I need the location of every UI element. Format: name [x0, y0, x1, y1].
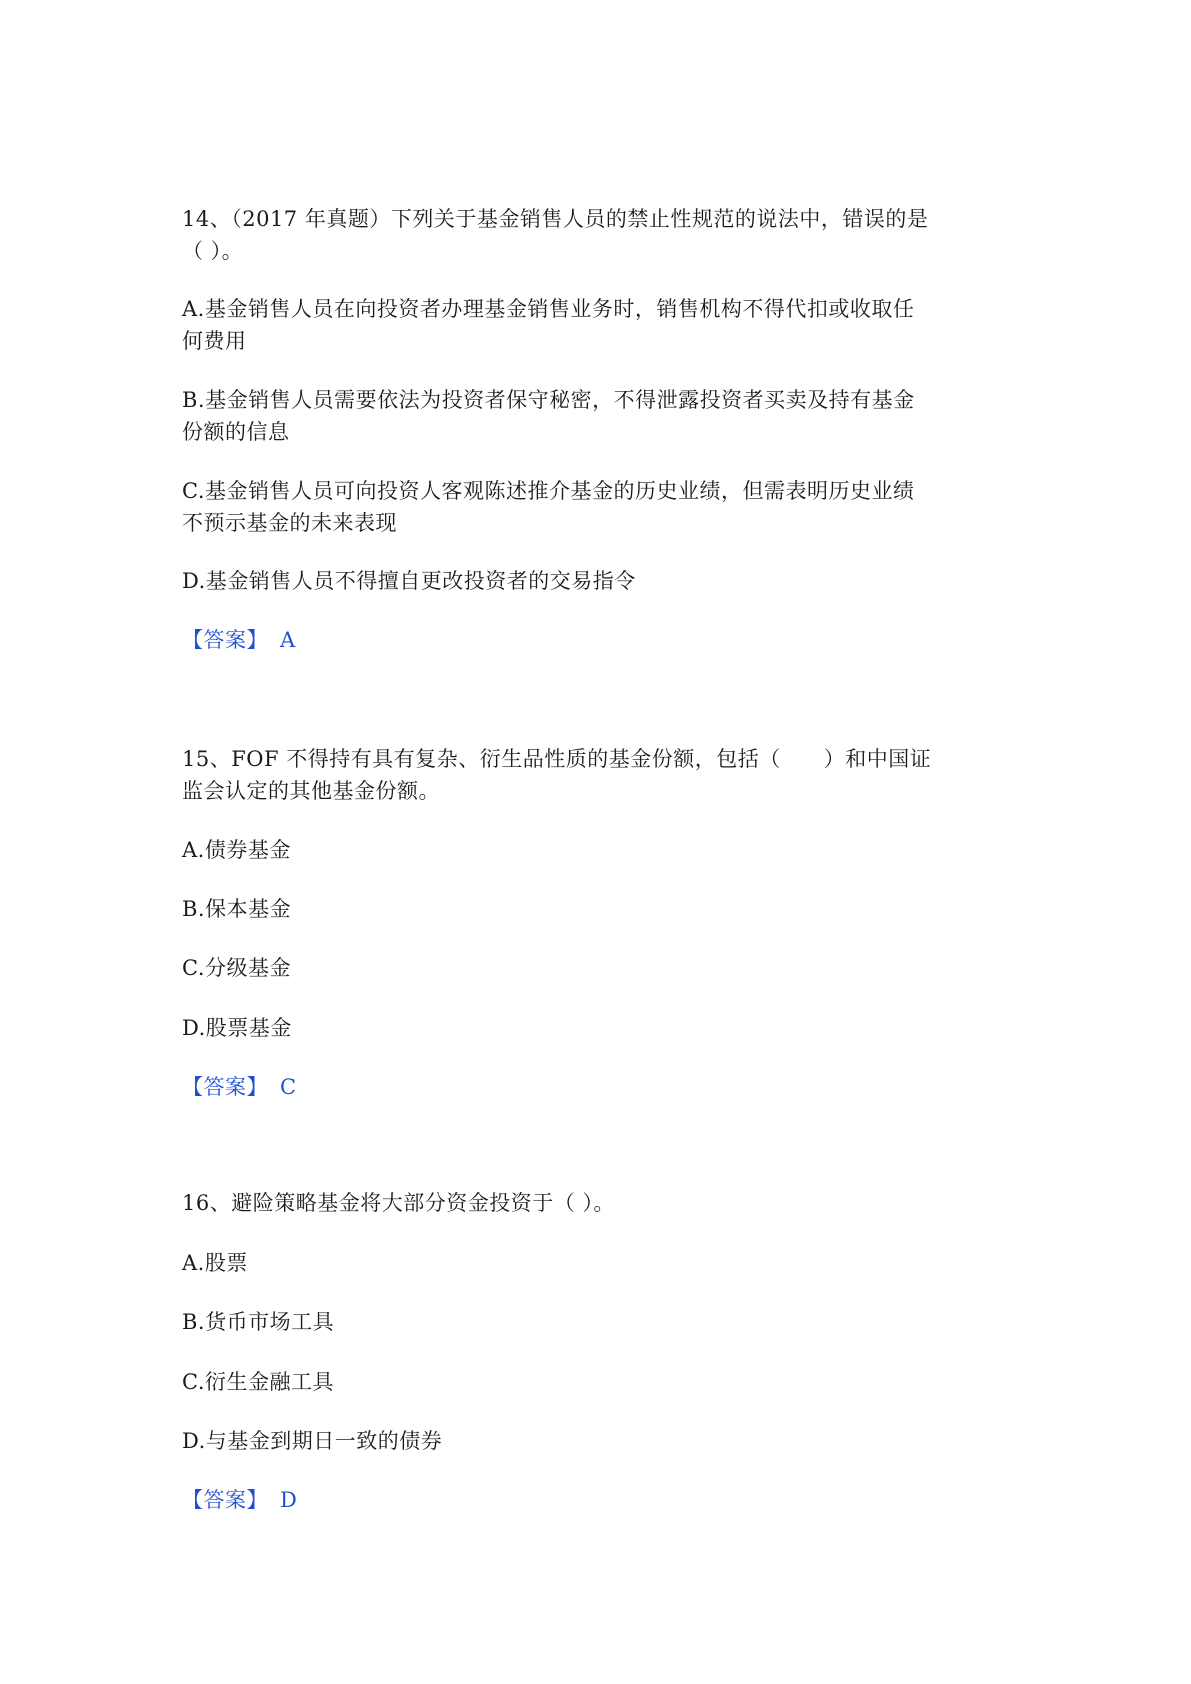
answer-value: D [280, 1488, 298, 1512]
option-c-line: 不预示基金的未来表现 [182, 511, 397, 535]
option-a-line: A.股票 [182, 1251, 248, 1275]
option-c-line: C.衍生金融工具 [182, 1370, 334, 1394]
answer-line [182, 624, 296, 656]
option-b-line: B.基金销售人员需要依法为投资者保守秘密，不得泄露投资者买卖及持有基金 [182, 388, 915, 412]
answer-label: 【答案】 [182, 628, 268, 652]
option-b-line: B.货币市场工具 [182, 1310, 335, 1334]
answer-value: A [280, 628, 296, 652]
option-a-line: A.债券基金 [182, 838, 291, 862]
option-d-line: D.股票基金 [182, 1016, 292, 1040]
question-stem-line: 14、（2017 年真题）下列关于基金销售人员的禁止性规范的说法中，错误的是 [182, 207, 929, 231]
option-b-line: B.保本基金 [182, 897, 292, 921]
option-b-line: 份额的信息 [182, 420, 290, 444]
question-stem-line: 15、FOF 不得持有具有复杂、衍生品性质的基金份额，包括（ ）和中国证 [182, 747, 932, 771]
question-stem-line: 16、避险策略基金将大部分资金投资于（ ）。 [182, 1191, 615, 1215]
option-c-line: C.基金销售人员可向投资人客观陈述推介基金的历史业绩，但需表明历史业绩 [182, 479, 915, 503]
answer-label: 【答案】 [182, 1075, 268, 1099]
answer-label: 【答案】 [182, 1488, 268, 1512]
option-d-line: D.与基金到期日一致的债券 [182, 1429, 443, 1453]
option-a-line: A.基金销售人员在向投资者办理基金销售业务时，销售机构不得代扣或收取任 [182, 297, 915, 321]
option-d-line: D.基金销售人员不得擅自更改投资者的交易指令 [182, 569, 636, 593]
answer-value: C [280, 1075, 297, 1099]
question-stem-line: （ ）。 [182, 239, 244, 263]
answer-line [182, 1071, 297, 1103]
option-a-line: 何费用 [182, 329, 247, 353]
option-c-line: C.分级基金 [182, 956, 291, 980]
question-stem-line: 监会认定的其他基金份额。 [182, 779, 440, 803]
answer-line [182, 1484, 297, 1516]
